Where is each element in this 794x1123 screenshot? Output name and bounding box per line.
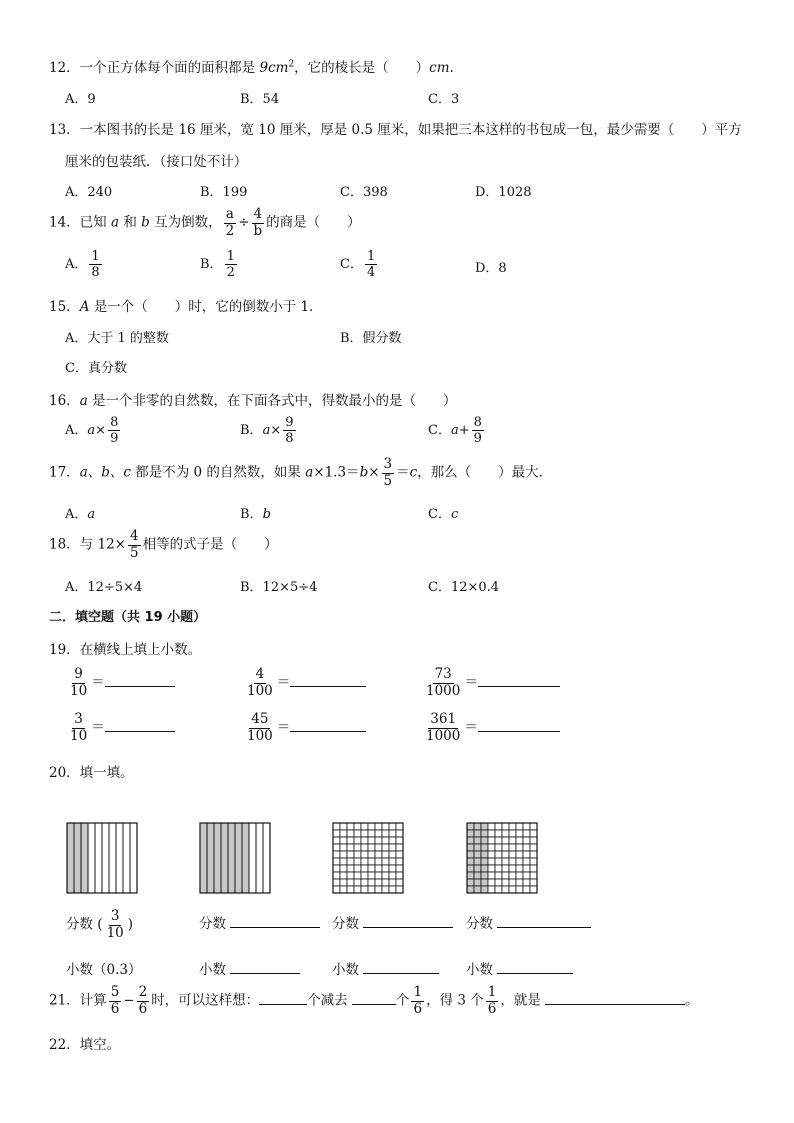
grid-cell <box>488 858 495 865</box>
q13-option-a[interactable]: A．240 <box>65 185 113 200</box>
strip-cell <box>74 823 81 893</box>
grid-cell <box>495 830 502 837</box>
grid-cell <box>347 872 354 879</box>
grid-cell <box>509 879 516 886</box>
grid-cell <box>474 830 481 837</box>
grid-cell <box>516 879 523 886</box>
q19-blank-1[interactable] <box>105 672 175 687</box>
q17-option-c[interactable]: C．c <box>428 507 459 522</box>
q16-option-b[interactable]: B．a× $\frac{9}{8}$ <box>240 415 294 446</box>
grid-cell <box>523 858 530 865</box>
grid-cell <box>467 830 474 837</box>
grid-cell <box>396 837 403 844</box>
strip-cell <box>123 823 130 893</box>
grid-cell <box>474 844 481 851</box>
grid-cell <box>516 865 523 872</box>
grid-cell <box>481 851 488 858</box>
grid-cell <box>354 858 361 865</box>
grid-cell <box>467 844 474 851</box>
q21-blank-3[interactable] <box>545 990 685 1005</box>
q18-option-b[interactable]: B．12×5÷4 <box>240 580 318 595</box>
grid-cell <box>396 830 403 837</box>
grid-cell <box>354 865 361 872</box>
q15-stem: 15．A 是一个（ ）时，它的倒数小于 1． <box>49 299 323 315</box>
grid-cell <box>368 844 375 851</box>
grid-cell <box>481 830 488 837</box>
q20-fraction-given: 分数 ( $\frac{3}{10}$ ) <box>66 908 134 941</box>
grid-cell <box>382 837 389 844</box>
grid-cell <box>368 886 375 893</box>
strip-cell <box>207 823 214 893</box>
q16-stem: 16．a 是一个非零的自然数，在下面各式中，得数最小的是（ ） <box>49 393 457 409</box>
grid-cell <box>474 886 481 893</box>
q20-stem: 20．填一填。 <box>49 765 134 781</box>
grid-cell <box>509 844 516 851</box>
grid-cell <box>488 851 495 858</box>
grid-cell <box>509 837 516 844</box>
grid-cell <box>530 823 537 830</box>
grid-cell <box>509 851 516 858</box>
grid-cell <box>382 823 389 830</box>
grid-cell <box>368 872 375 879</box>
grid-cell <box>340 851 347 858</box>
q12-option-c[interactable]: C．3 <box>428 92 460 107</box>
strip-cell <box>88 823 95 893</box>
grid-cell <box>516 830 523 837</box>
q21-blank-1[interactable] <box>259 990 307 1005</box>
q20-fraction-blank-4[interactable] <box>497 913 591 928</box>
grid-cell <box>382 830 389 837</box>
grid-cell <box>523 851 530 858</box>
q21-blank-2[interactable] <box>352 990 396 1005</box>
q17-option-b[interactable]: B．b <box>240 507 271 522</box>
grid-cell <box>347 886 354 893</box>
grid-cell <box>523 886 530 893</box>
grid-cell <box>523 865 530 872</box>
q14-option-b[interactable]: B． $\frac{1}{2}$ <box>200 249 235 280</box>
q20-figure-3-hundredths <box>332 822 404 894</box>
grid-cell <box>481 872 488 879</box>
grid-cell <box>340 865 347 872</box>
grid-cell <box>368 837 375 844</box>
grid-cell <box>467 858 474 865</box>
grid-cell <box>382 886 389 893</box>
q20-decimal-blank-4[interactable] <box>497 959 573 974</box>
q19-blank-6[interactable] <box>478 717 560 732</box>
grid-cell <box>368 879 375 886</box>
grid-cell <box>530 858 537 865</box>
grid-cell <box>488 837 495 844</box>
strip-cell <box>102 823 109 893</box>
grid-cell <box>396 823 403 830</box>
grid-cell <box>481 886 488 893</box>
q16-option-a[interactable]: A．a× $\frac{8}{9}$ <box>65 415 119 446</box>
q20-decimal-2: 小数 <box>199 958 300 978</box>
q12-option-a[interactable]: A．9 <box>65 92 96 107</box>
grid-cell <box>347 879 354 886</box>
grid-cell <box>389 879 396 886</box>
grid-cell <box>375 879 382 886</box>
grid-cell <box>375 872 382 879</box>
q20-decimal-3: 小数 <box>332 958 439 978</box>
grid-cell <box>361 830 368 837</box>
grid-cell <box>389 872 396 879</box>
q20-decimal-4: 小数 <box>466 958 573 978</box>
q19-item-3: $\frac{73}{1000}$ ＝ <box>422 668 560 698</box>
strip-cell <box>228 823 235 893</box>
grid-cell <box>530 830 537 837</box>
grid-cell <box>481 837 488 844</box>
grid-cell <box>481 844 488 851</box>
grid-cell <box>467 865 474 872</box>
grid-cell <box>530 865 537 872</box>
q15-option-a[interactable]: A．大于 1 的整数 <box>65 331 169 346</box>
grid-cell <box>474 872 481 879</box>
strip-cell <box>249 823 256 893</box>
q22-stem: 22．填空。 <box>49 1037 121 1053</box>
grid-cell <box>509 830 516 837</box>
q18-option-a[interactable]: A．12÷5×4 <box>65 580 143 595</box>
q19-item-1: $\frac{9}{10}$ ＝ <box>66 668 175 698</box>
grid-cell <box>354 844 361 851</box>
grid-cell <box>516 823 523 830</box>
grid-cell <box>354 879 361 886</box>
q13-option-c[interactable]: C．398 <box>340 185 388 200</box>
strip-cell <box>116 823 123 893</box>
q20-figure-1-tenths <box>66 822 138 894</box>
q20-decimal-blank-2[interactable] <box>230 959 300 974</box>
grid-cell <box>530 879 537 886</box>
grid-cell <box>488 844 495 851</box>
grid-cell <box>333 858 340 865</box>
grid-cell <box>467 823 474 830</box>
grid-cell <box>361 879 368 886</box>
grid-cell <box>516 872 523 879</box>
grid-cell <box>509 858 516 865</box>
q21-stem: 21．计算 $\frac{5}{6}$ − $\frac{2}{6}$ 时，可以这样想： 个减去 个 $\frac{1}{6}$ ，得 3 个 $\frac{1}{6}$ ，就是 。 <box>49 984 699 1017</box>
q17-stem: 17．a、b、c 都是不为 0 的自然数，如果 a×1.3＝b× $\frac{3}{5}$ ＝c，那么（ ）最大． <box>49 456 553 489</box>
grid-cell <box>347 844 354 851</box>
q19-item-4: $\frac{3}{10}$ ＝ <box>66 713 175 743</box>
grid-cell <box>474 858 481 865</box>
grid-cell <box>481 858 488 865</box>
grid-cell <box>488 879 495 886</box>
q13-stem-line2: 厘米的包装纸．（接口处不计） <box>65 154 248 170</box>
q13-option-d[interactable]: D．1028 <box>475 185 532 200</box>
q19-blank-3[interactable] <box>478 672 560 687</box>
q12-option-b[interactable]: B．54 <box>240 92 280 107</box>
grid-cell <box>474 823 481 830</box>
q16-option-c[interactable]: C．a+ $\frac{8}{9}$ <box>428 415 482 446</box>
grid-cell <box>375 830 382 837</box>
grid-cell <box>389 830 396 837</box>
grid-cell <box>396 865 403 872</box>
grid-cell <box>361 858 368 865</box>
grid-cell <box>361 865 368 872</box>
grid-cell <box>488 823 495 830</box>
grid-cell <box>474 837 481 844</box>
q19-blank-5[interactable] <box>290 717 366 732</box>
grid-cell <box>340 872 347 879</box>
grid-cell <box>396 879 403 886</box>
q19-item-2: $\frac{4}{100}$ ＝ <box>243 668 366 698</box>
grid-cell <box>354 837 361 844</box>
grid-cell <box>361 872 368 879</box>
grid-cell <box>502 879 509 886</box>
grid-cell <box>502 872 509 879</box>
q19-item-5: $\frac{45}{100}$ ＝ <box>243 713 366 743</box>
q17-option-a[interactable]: A．a <box>65 507 96 522</box>
grid-cell <box>340 879 347 886</box>
q19-blank-4[interactable] <box>105 717 175 732</box>
grid-cell <box>354 886 361 893</box>
q14-stem: 14．已知 a 和 b 互为倒数， $\frac{a}{2}$ ÷ $\frac{4}{b}$ 的商是（ ） <box>49 206 361 239</box>
q20-fraction-blank-3[interactable] <box>363 913 453 928</box>
grid-cell <box>488 830 495 837</box>
grid-cell <box>502 844 509 851</box>
q14-option-d[interactable]: D．8 <box>475 261 507 276</box>
grid-cell <box>502 851 509 858</box>
grid-cell <box>516 851 523 858</box>
strip-cell <box>263 823 270 893</box>
q18-option-c[interactable]: C．12×0.4 <box>428 580 500 595</box>
grid-cell <box>396 851 403 858</box>
grid-cell <box>467 851 474 858</box>
grid-cell <box>333 865 340 872</box>
strip-cell <box>130 823 137 893</box>
grid-cell <box>368 851 375 858</box>
q14-fraction-4-over-b: $\frac{4}{b}$ <box>253 206 263 239</box>
grid-cell <box>523 879 530 886</box>
grid-cell <box>340 823 347 830</box>
grid-cell <box>333 851 340 858</box>
grid-cell <box>340 837 347 844</box>
grid-cell <box>375 858 382 865</box>
q14-option-a[interactable]: A． $\frac{1}{8}$ <box>65 249 100 280</box>
grid-cell <box>389 851 396 858</box>
grid-cell <box>382 865 389 872</box>
grid-cell <box>523 844 530 851</box>
grid-cell <box>488 886 495 893</box>
strip-cell <box>81 823 88 893</box>
grid-cell <box>361 844 368 851</box>
grid-cell <box>389 858 396 865</box>
grid-cell <box>361 823 368 830</box>
grid-cell <box>495 823 502 830</box>
strip-cell <box>214 823 221 893</box>
grid-cell <box>467 872 474 879</box>
grid-cell <box>502 830 509 837</box>
grid-cell <box>530 844 537 851</box>
q20-fraction-2: 分数 <box>199 912 320 932</box>
grid-cell <box>361 851 368 858</box>
grid-cell <box>481 879 488 886</box>
grid-cell <box>530 837 537 844</box>
grid-cell <box>354 830 361 837</box>
grid-cell <box>382 872 389 879</box>
grid-cell <box>382 851 389 858</box>
grid-cell <box>467 879 474 886</box>
grid-cell <box>361 837 368 844</box>
q20-decimal-given: 小数（0.3） <box>66 962 142 978</box>
q20-fraction-blank-2[interactable] <box>230 913 320 928</box>
grid-cell <box>488 872 495 879</box>
grid-cell <box>474 865 481 872</box>
grid-cell <box>354 851 361 858</box>
grid-cell <box>502 865 509 872</box>
strip-cell <box>95 823 102 893</box>
grid-cell <box>354 823 361 830</box>
grid-cell <box>382 879 389 886</box>
grid-cell <box>375 844 382 851</box>
grid-cell <box>396 844 403 851</box>
grid-cell <box>375 823 382 830</box>
q19-stem: 19．在横线上填上小数。 <box>49 642 202 658</box>
grid-cell <box>368 865 375 872</box>
grid-cell <box>467 837 474 844</box>
strip-cell <box>221 823 228 893</box>
q20-figure-4-hundredths <box>466 822 538 894</box>
grid-cell <box>495 837 502 844</box>
q14-option-c[interactable]: C． $\frac{1}{4}$ <box>340 249 376 280</box>
grid-cell <box>361 886 368 893</box>
section-fill-in-title: 二．填空题（共 19 小题） <box>49 610 207 625</box>
grid-cell <box>523 823 530 830</box>
q18-stem: 18．与 12× $\frac{4}{5}$ 相等的式子是（ ） <box>49 528 278 561</box>
grid-cell <box>509 865 516 872</box>
grid-cell <box>495 872 502 879</box>
grid-cell <box>516 837 523 844</box>
grid-cell <box>530 886 537 893</box>
grid-cell <box>474 851 481 858</box>
grid-cell <box>340 830 347 837</box>
grid-cell <box>523 872 530 879</box>
grid-cell <box>347 858 354 865</box>
grid-cell <box>516 858 523 865</box>
grid-cell <box>396 872 403 879</box>
grid-cell <box>481 823 488 830</box>
grid-cell <box>375 837 382 844</box>
grid-cell <box>474 879 481 886</box>
q14-fraction-a-over-2: $\frac{a}{2}$ <box>225 206 235 239</box>
grid-cell <box>347 865 354 872</box>
grid-cell <box>495 851 502 858</box>
strip-cell <box>67 823 74 893</box>
grid-cell <box>502 886 509 893</box>
q20-fraction-4: 分数 <box>466 912 591 932</box>
strip-cell <box>200 823 207 893</box>
q19-item-6: $\frac{361}{1000}$ ＝ <box>422 713 560 743</box>
grid-cell <box>375 851 382 858</box>
grid-cell <box>382 844 389 851</box>
grid-cell <box>488 865 495 872</box>
grid-cell <box>368 823 375 830</box>
strip-cell <box>109 823 116 893</box>
q15-option-c[interactable]: C．真分数 <box>65 361 127 376</box>
grid-cell <box>516 886 523 893</box>
grid-cell <box>375 886 382 893</box>
q18-fraction: $\frac{4}{5}$ <box>129 528 139 561</box>
strip-cell <box>242 823 249 893</box>
q20-fraction-3: 分数 <box>332 912 453 932</box>
strip-cell <box>235 823 242 893</box>
grid-cell <box>502 837 509 844</box>
grid-cell <box>396 858 403 865</box>
grid-cell <box>375 865 382 872</box>
strip-cell <box>256 823 263 893</box>
grid-cell <box>502 823 509 830</box>
grid-cell <box>347 837 354 844</box>
grid-cell <box>389 844 396 851</box>
q20-figure-2-tenths <box>199 822 271 894</box>
grid-cell <box>389 865 396 872</box>
grid-cell <box>495 886 502 893</box>
grid-cell <box>481 865 488 872</box>
grid-cell <box>333 844 340 851</box>
grid-cell <box>389 886 396 893</box>
q13-stem-line1: 13．一本图书的长是 16 厘米，宽 10 厘米，厚是 0.5 厘米，如果把三本这样的书包成一包，最少需要（ ）平方 <box>49 122 742 138</box>
grid-cell <box>509 823 516 830</box>
grid-cell <box>347 851 354 858</box>
grid-cell <box>495 844 502 851</box>
q13-option-b[interactable]: B．199 <box>200 185 248 200</box>
q20-decimal-blank-3[interactable] <box>363 959 439 974</box>
grid-cell <box>354 872 361 879</box>
grid-cell <box>368 858 375 865</box>
grid-cell <box>502 858 509 865</box>
grid-cell <box>333 886 340 893</box>
grid-cell <box>495 865 502 872</box>
grid-cell <box>368 830 375 837</box>
grid-cell <box>530 851 537 858</box>
q19-blank-2[interactable] <box>290 672 366 687</box>
grid-cell <box>340 858 347 865</box>
grid-cell <box>396 886 403 893</box>
grid-cell <box>495 879 502 886</box>
grid-cell <box>333 830 340 837</box>
grid-cell <box>509 872 516 879</box>
grid-cell <box>333 879 340 886</box>
grid-cell <box>467 886 474 893</box>
grid-cell <box>523 837 530 844</box>
grid-cell <box>389 837 396 844</box>
grid-cell <box>347 823 354 830</box>
grid-cell <box>347 830 354 837</box>
grid-cell <box>495 858 502 865</box>
grid-cell <box>333 872 340 879</box>
q12-stem: 12．一个正方体每个面的面积都是 $9cm^2$，它的棱长是（ ）cm. <box>49 59 454 76</box>
grid-cell <box>516 844 523 851</box>
grid-cell <box>509 886 516 893</box>
grid-cell <box>523 830 530 837</box>
q15-option-b[interactable]: B．假分数 <box>340 331 402 346</box>
q17-fraction: $\frac{3}{5}$ <box>383 456 393 489</box>
grid-cell <box>530 872 537 879</box>
grid-cell <box>382 858 389 865</box>
grid-cell <box>340 844 347 851</box>
grid-cell <box>340 886 347 893</box>
grid-cell <box>389 823 396 830</box>
grid-cell <box>333 823 340 830</box>
grid-cell <box>333 837 340 844</box>
